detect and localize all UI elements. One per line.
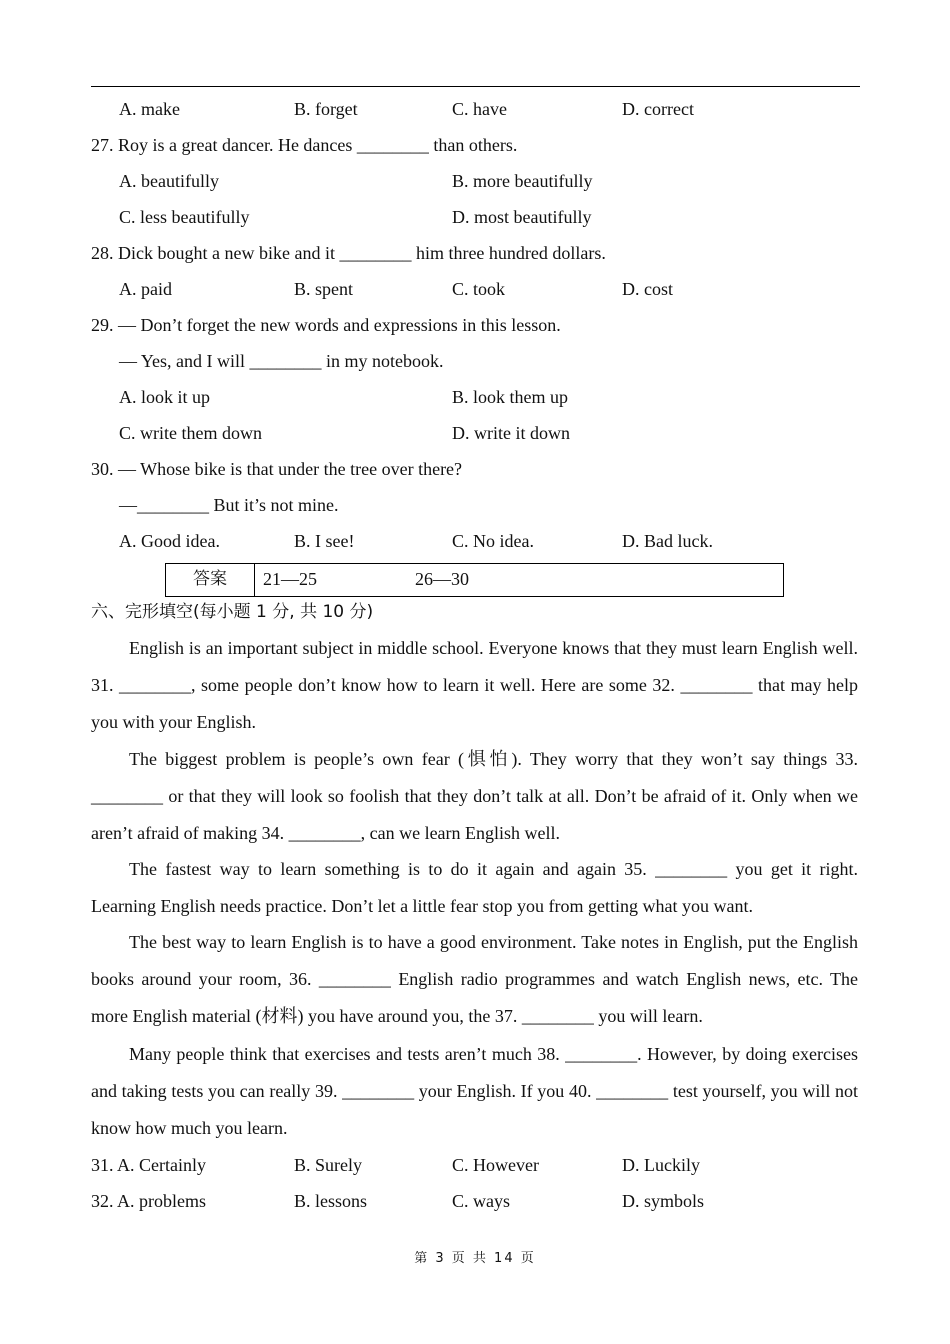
header-rule bbox=[91, 86, 860, 87]
answer-box bbox=[165, 563, 784, 597]
q30-stem: 30. — Whose bike is that under the tree over there? bbox=[91, 459, 463, 479]
q30-option-d: D. Bad luck. bbox=[622, 531, 713, 551]
q27-option-b: B. more beautifully bbox=[452, 171, 593, 191]
q29-option-c: C. write them down bbox=[119, 423, 262, 443]
passage-paragraph-2 bbox=[91, 741, 858, 852]
q29-option-a: A. look it up bbox=[119, 387, 211, 407]
q27-option-a: A. beautifully bbox=[119, 171, 219, 191]
paragraph-text: The biggest problem is people’s own fear (惧怕). They worry that they won’t say things 33. ________ or that they will look so foolish that they don’t talk at all. Don’t be afraid of it. Only when we aren’t afraid of making 34. ________, can we learn English well. bbox=[91, 749, 858, 843]
q26-option-d: D. correct bbox=[622, 99, 694, 119]
q29-stem: 29. — Don’t forget the new words and expressions in this lesson. bbox=[91, 315, 561, 335]
q27-option-d: D. most beautifully bbox=[452, 207, 592, 227]
q28-option-b: B. spent bbox=[294, 279, 354, 299]
q32-option-b: B. lessons bbox=[294, 1191, 368, 1211]
passage-paragraph-4 bbox=[91, 924, 858, 1035]
q28-option-a: A. paid bbox=[119, 279, 172, 299]
answer-range-21-25: 21—25 bbox=[263, 569, 317, 589]
q29-option-d: D. write it down bbox=[452, 423, 570, 443]
q27-option-c: C. less beautifully bbox=[119, 207, 250, 227]
answer-range-26-30: 26—30 bbox=[415, 569, 469, 589]
q32-option-a: 32. A. problems bbox=[91, 1191, 206, 1211]
q29-reply: — Yes, and I will ________ in my notebook. bbox=[119, 351, 444, 371]
q32-option-d: D. symbols bbox=[622, 1191, 705, 1211]
paragraph-text: Many people think that exercises and tests aren’t much 38. ________. However, by doing exercises and taking tests you can really 39. ________ your English. If you 40. ________ test yourself, you will not know how much you learn. bbox=[91, 1044, 858, 1138]
page-footer: 第 3 页 共 14 页 bbox=[414, 1251, 536, 1266]
q29-option-b: B. look them up bbox=[452, 387, 568, 407]
q31-option-d: D. Luckily bbox=[622, 1155, 700, 1175]
q30-option-c: C. No idea. bbox=[452, 531, 534, 551]
q28-option-c: C. took bbox=[452, 279, 506, 299]
q31-option-b: B. Surely bbox=[294, 1155, 363, 1175]
q31-option-c: C. However bbox=[452, 1155, 539, 1175]
q26-option-b: B. forget bbox=[294, 99, 358, 119]
q30-option-a: A. Good idea. bbox=[119, 531, 220, 551]
q30-reply: —________ But it’s not mine. bbox=[119, 495, 339, 515]
q28-stem: 28. Dick bought a new bike and it ________ him three hundred dollars. bbox=[91, 243, 606, 263]
q27-stem: 27. Roy is a great dancer. He dances ________ than others. bbox=[91, 135, 518, 155]
passage-paragraph-5 bbox=[91, 1036, 858, 1147]
paragraph-text: English is an important subject in middle school. Everyone knows that they must learn English well. 31. ________, some people don’t know how to learn it well. Here are some 32. ________ that may help you with your English. bbox=[91, 638, 858, 732]
q31-option-a: 31. A. Certainly bbox=[91, 1155, 206, 1175]
section-title: 六、完形填空(每小题 1 分, 共 10 分) bbox=[91, 602, 374, 622]
paragraph-text: The best way to learn English is to have a good environment. Take notes in English, put the English books around your room, 36. ________ English radio programmes and watch English news, etc. The more English material (材料) you have around you, the 37. ________ you will learn. bbox=[91, 932, 858, 1026]
passage-paragraph-1 bbox=[91, 630, 858, 741]
answer-box-label: 答案 bbox=[166, 564, 255, 596]
q32-option-c: C. ways bbox=[452, 1191, 510, 1211]
q28-option-d: D. cost bbox=[622, 279, 673, 299]
q26-option-c: C. have bbox=[452, 99, 507, 119]
q26-option-a: A. make bbox=[119, 99, 180, 119]
q30-option-b: B. I see! bbox=[294, 531, 355, 551]
paragraph-text: The fastest way to learn something is to do it again and again 35. ________ you get it right. Learning English needs practice. Don’t let a little fear stop you from getting what you want. bbox=[91, 859, 858, 916]
passage-paragraph-3 bbox=[91, 851, 858, 925]
